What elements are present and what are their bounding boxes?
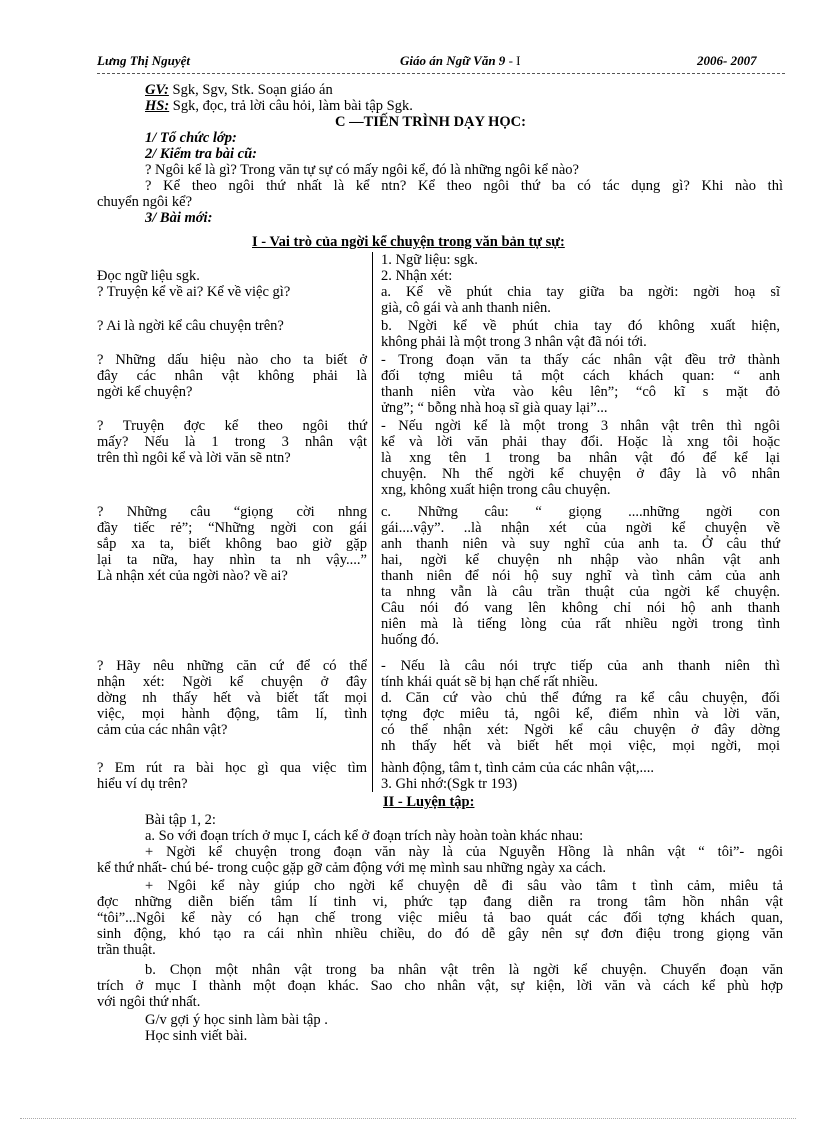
practice-line: + Ngời kể chuyện trong đoạn văn này là của Nguyễn Hồng là nhân vật “ tôi”- ngôi (145, 844, 783, 860)
right-line: 2. Nhận xét: (381, 268, 453, 284)
left-line: ? Hãy nêu những căn cứ để có thể (97, 658, 367, 674)
header-course-title: Giáo án Ngữ Văn 9 (400, 53, 506, 68)
left-line: Đọc ngữ liệu sgk. (97, 268, 200, 284)
right-line: thanh niên để nói hộ suy nghĩ và tình cảm của anh (381, 568, 780, 584)
left-line: lại ta nữa, hay nhìn ta nh vậy....” (97, 552, 367, 568)
step-1: 1/ Tổ chức lớp: (145, 130, 237, 146)
left-line: đầy tiếc rẻ”; “Những ngời con gái (97, 520, 367, 536)
practice-line: Bài tập 1, 2: (145, 812, 216, 828)
right-line: hai, ngời kể chuyện nh nhập vào nhân vật anh (381, 552, 780, 568)
review-question-1: ? Ngôi kể là gì? Trong văn tự sự có mấy ngôi kể, đó là những ngôi kể nào? (145, 162, 579, 178)
right-line: đối tợng miêu tả một cách khách quan: “ anh (381, 368, 780, 384)
section-c-heading: C —TIẾN TRÌNH DẠY HỌC: (335, 114, 526, 130)
column-divider (372, 252, 373, 792)
left-line: dờng nh thấy hết và biết tất mọi (97, 690, 367, 706)
step-3: 3/ Bài mới: (145, 210, 213, 226)
right-line: a. Kể về phút chia tay giữa ba ngời: ngời hoạ sĩ (381, 284, 780, 300)
left-line: sắp xa ta, biết không bao giờ gặp (97, 536, 367, 552)
header-author: Lưng Thị Nguyệt (97, 53, 191, 68)
practice-line: trích ở mục I thành một đoạn khác. Sao cho nhân vật, sự kiện, lời văn và cách kể phù hợp (97, 978, 783, 994)
left-line: nhận xét: Ngời kể chuyện ở đây (97, 674, 367, 690)
right-line: nh thấy hết và biết hết mọi việc, mọi ngời, mọi (381, 738, 780, 754)
gv-text: Sgk, Sgv, Stk. Soạn giáo án (168, 82, 333, 98)
left-line: việc, mọi hành động, tâm lí, tình (97, 706, 367, 722)
right-line: thanh niên vừa vào kêu lên”; “cô kĩ s mặt đỏ (381, 384, 780, 400)
right-line: kể và lời văn phải thay đổi. Hoặc là xng tôi hoặc (381, 434, 780, 450)
prep-hs (145, 98, 413, 114)
right-line: xng, không xuất hiện trong câu chuyện. (381, 482, 611, 498)
hs-label: HS: (145, 98, 170, 114)
left-line: ? Truyện đợc kể theo ngôi thứ (97, 418, 367, 434)
right-line: c. Những câu: “ giọng ....những ngời con (381, 504, 780, 520)
right-line: chuyện. Nh thế ngời kể chuyện ở đây là vô nhân (381, 466, 780, 482)
practice-line: a. So với đoạn trích ở mục I, cách kể ở đoạn trích này hoàn toàn khác nhau: (145, 828, 584, 844)
right-line: - Nếu ngời kể là một trong 3 nhân vật trên thì ngôi (381, 418, 780, 434)
left-line: trên thì ngôi kể và lời văn sẽ ntn? (97, 450, 291, 466)
left-line: ? Ai là ngời kể câu chuyện trên? (97, 318, 284, 334)
right-line: - Trong đoạn văn ta thấy các nhân vật đều trở thành (381, 352, 780, 368)
header-year: 2006- 2007 (697, 53, 757, 68)
section-i-heading: I - Vai trò của ngời kể chuyện trong văn bản tự sự: (252, 234, 565, 250)
right-line: tợng đợc miêu tả, ngôi kể, điểm nhìn và lời văn, (381, 706, 780, 722)
practice-line: Học sinh viết bài. (145, 1028, 248, 1044)
left-line: ? Truyện kể về ai? Kể về việc gì? (97, 284, 291, 300)
hs-text: Sgk, đọc, trả lời câu hỏi, làm bài tập Sgk. (169, 98, 413, 114)
right-line: ta nhng vẫn là câu trần thuật của ngời kể chuyện. (381, 584, 780, 600)
right-line: 1. Ngữ liệu: sgk. (381, 252, 478, 268)
left-line: ngời kể chuyện? (97, 384, 193, 400)
left-line: hiểu ví dụ trên? (97, 776, 188, 792)
practice-line: đợc những diễn biến tâm lí tinh vi, phức tạp đang diễn ra trong tâm hồn nhân vật (97, 894, 783, 910)
gv-label: GV: (145, 82, 169, 98)
right-line: không phải là một trong 3 nhân vật đã nói tới. (381, 334, 647, 350)
right-line: Câu nói đó vang lên không chỉ nói hộ anh thanh (381, 600, 780, 616)
review-question-2b: chuyển ngôi kể? (97, 194, 193, 210)
practice-line: b. Chọn một nhân vật trong ba nhân vật trên là ngời kể chuyện. Chuyển đoạn văn (145, 962, 783, 978)
right-line: gái....vậy”. ..là nhận xét của ngời kể chuyện về (381, 520, 780, 536)
practice-line: kể thứ nhất- chú bé- trong cuộc gặp gỡ cảm động với mẹ mình sau những ngày xa cách. (97, 860, 607, 876)
right-line: là xng tên 1 trong ba nhân vật đó để kể lại (381, 450, 780, 466)
right-line: anh thanh niên và suy nghĩ của anh ta. Ở câu thứ (381, 536, 780, 552)
header-divider (97, 73, 785, 74)
practice-line: G/v gợi ý học sinh làm bài tập . (145, 1012, 328, 1028)
left-line: cảm của các nhân vật? (97, 722, 228, 738)
review-question-2a: ? Kể theo ngôi thứ nhất là kể ntn? Kể theo ngôi thứ ba có tác dụng gì? Khi nào thì (145, 178, 783, 194)
footer-divider (20, 1118, 796, 1119)
left-line: mấy? Nếu là 1 trong 3 nhân vật (97, 434, 367, 450)
header-course (400, 53, 520, 69)
practice-line: + Ngôi kể này giúp cho ngời kể chuyện dễ đi sâu vào tâm t tình cảm, miêu tả (145, 878, 783, 894)
right-line: d. Căn cứ vào chủ thể đứng ra kể câu chuyện, đối (381, 690, 780, 706)
practice-line: trần thuật. (97, 942, 156, 958)
header-term: - I (505, 53, 521, 68)
practice-line: với ngôi thứ nhất. (97, 994, 201, 1010)
right-line: 3. Ghi nhớ:(Sgk tr 193) (381, 776, 518, 792)
left-line: ? Những dấu hiệu nào cho ta biết ở (97, 352, 367, 368)
right-line: tính khái quát sẽ bị hạn chế rất nhiều. (381, 674, 599, 690)
left-line: Là nhận xét của ngời nào? về ai? (97, 568, 288, 584)
practice-line: sinh động, khó tạo ra cái nhìn nhiều chiều, do đó dễ gây nên sự đơn điệu trong giọng văn (97, 926, 783, 942)
section-ii-heading: II - Luyện tập: (383, 794, 475, 810)
right-line: hành động, tâm t, tình cảm của các nhân vật,.... (381, 760, 654, 776)
practice-line: “tôi”...Ngôi kể này có hạn chế trong việc miêu tả bao quát các đối tợng khách quan, (97, 910, 783, 926)
prep-gv (145, 82, 333, 98)
right-line: niên mà là tiếng lòng của rất nhiều ngời trong tình (381, 616, 780, 632)
left-line: ? Em rút ra bài học gì qua việc tìm (97, 760, 367, 776)
right-line: già, cô gái và anh thanh niên. (381, 300, 551, 316)
left-line: ? Những câu “giọng cời nhng (97, 504, 367, 520)
right-line: - Nếu là câu nói trực tiếp của anh thanh niên thì (381, 658, 780, 674)
right-line: b. Ngời kể về phút chia tay đó không xuất hiện, (381, 318, 780, 334)
right-line: huống đó. (381, 632, 439, 648)
right-line: ửng”; “ bỗng nhà hoạ sĩ già quay lại”... (381, 400, 608, 416)
right-line: có thể nhận xét: Ngời kể câu chuyện ở đây dờng (381, 722, 780, 738)
left-line: đây các nhân vật không phải là (97, 368, 367, 384)
step-2: 2/ Kiểm tra bài cũ: (145, 146, 257, 162)
